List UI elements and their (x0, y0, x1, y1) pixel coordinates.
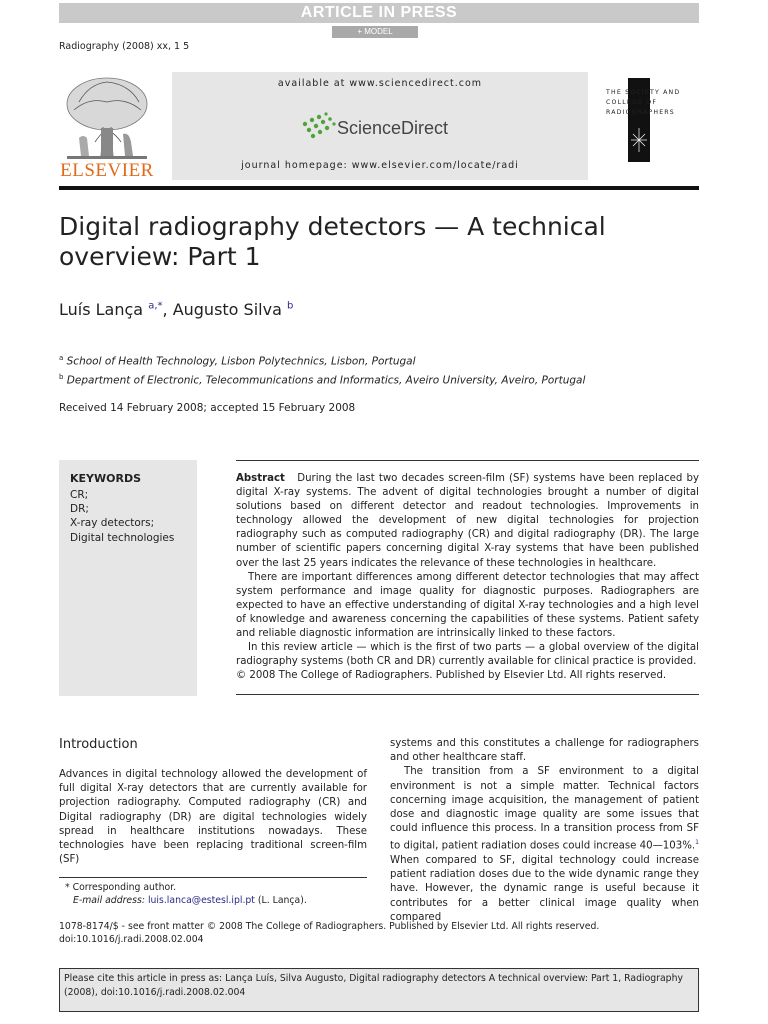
keyword-item: DR; (70, 503, 89, 516)
article-title-line-2: overview: Part 1 (59, 242, 261, 271)
keyword-item: Digital technologies (70, 531, 175, 544)
sciencedirect-banner (172, 72, 588, 180)
author-list (59, 300, 293, 319)
article-title-line-1: Digital radiography detectors — A technical (59, 212, 606, 241)
section-heading-introduction: Introduction (59, 737, 138, 752)
corresponding-author-note: * Corresponding author. (65, 882, 177, 893)
society-line-2: COLLEGE OF (606, 99, 658, 106)
received-dates: Received 14 February 2008; accepted 15 February 2008 (59, 402, 356, 414)
affiliation-a-text: School of Health Technology, Lisbon Polytechnics, Lisbon, Portugal (66, 355, 416, 368)
intro-col2-paragraph-3: When compared to SF, digital technology could increase patient radiation doses due to the wide dynamic range they have. However, the dynamic range is useful because it contributes for a better clinical image quality when compared (390, 855, 699, 923)
abstract-bottom-rule (236, 694, 699, 695)
affiliation-b-text: Department of Electronic, Telecommunications and Informatics, Aveiro University, Aveiro, Portugal (66, 374, 586, 386)
citation-text: Please cite this article in press as: Lança Luís, Silva Augusto, Digital radiography detectors A technical overview: Part 1, Radiography (2008), doi:10.1016/j.radi.2008.02.004 (64, 973, 683, 998)
article-in-press-banner: ARTICLE IN PRESS (59, 3, 699, 23)
abstract-paragraph-2: There are important differences among different detector technologies that may affect system performance and image quality for diagnostic purposes. Radiographers are expected to have an effective understanding of digital X-ray technologies and a high level of knowledge and awareness concerning the capabilities of these systems. Patient safety and reliable diagnostic information are intrinsically linked to these factors. (236, 571, 699, 640)
author-1-affiliation-mark[interactable]: a,* (148, 300, 163, 312)
journal-homepage-text[interactable]: journal homepage: www.elsevier.com/locate/radi (241, 160, 519, 171)
author-1: Luís Lança (59, 300, 144, 319)
reference-mark[interactable]: 1 (695, 839, 699, 847)
journal-reference: Radiography (2008) xx, 1 5 (59, 41, 190, 52)
affiliation-a (59, 351, 585, 370)
society-college-radiographers-logo (604, 78, 704, 162)
abstract-paragraph-1: During the last two decades screen-film (SF) systems have been replaced by digital X-ray systems. The advent of digital technologies brought a number of digital solutions based on different detector and readout technologies. Improvements in technology allowed the development of new digital technologies for projection radiography such as computed radiography (CR) and digital radiography (DR). The large number of scientific papers concerning digital X-ray systems that have been published over the last 25 years indicates the relevance of these technologies in healthcare. (236, 473, 699, 569)
article-title (59, 212, 699, 272)
sciencedirect-logo-text: ScienceDirect (337, 118, 449, 138)
keywords-title: KEYWORDS (70, 472, 142, 485)
footnote (59, 881, 307, 907)
model-badge: + MODEL (332, 26, 418, 38)
email-link[interactable]: luis.lanca@estesl.ipl.pt (147, 895, 255, 906)
citation-box (59, 968, 699, 1012)
keywords-list (70, 488, 174, 545)
author-2: Augusto Silva (172, 300, 282, 319)
author-2-affiliation-mark[interactable]: b (286, 300, 294, 312)
intro-col2-paragraph-2 (390, 765, 699, 925)
sciencedirect-logo (297, 110, 467, 144)
abstract (236, 472, 699, 683)
keyword-item: X-ray detectors; (70, 517, 155, 530)
email-label: E-mail address: (73, 895, 145, 906)
abstract-paragraph-3: In this review article — which is the first of two parts — a global overview of the digital radiography systems (both CR and DR) currently available for clinical practice is provided. (236, 642, 699, 668)
intro-col2-paragraph-2-text: The transition from a SF environment to a digital environment is not a simple matter. Technical factors concerning image acquisition, the management of patient dose and diagnostic image quality are some issues that could influence this process. In a transition process from SF to digital, patient radiation doses could increase 40—103%. (390, 766, 699, 852)
society-line-1: THE SOCIETY AND (606, 89, 681, 96)
abstract-label: Abstract (236, 473, 285, 484)
available-at-text[interactable]: available at www.sciencedirect.com (277, 78, 483, 89)
affiliation-a-mark: a (59, 354, 64, 362)
abstract-copyright: © 2008 The College of Radiographers. Published by Elsevier Ltd. All rights reserved. (236, 670, 667, 682)
affiliation-b-mark: b (59, 372, 64, 381)
intro-col2-paragraph-1: systems and this constitutes a challenge for radiographers and other healthcare staff. (390, 738, 699, 764)
legal-info (59, 920, 599, 946)
affiliations (59, 351, 585, 388)
intro-column-1: Advances in digital technology allowed the development of full digital X-ray detectors that are currently available for projection radiography. Computed radiography (CR) and Digital radiography (DR) are digital technologies widely spread in healthcare institutions nowadays. These technologies have been replacing traditional screen-film (SF) (59, 769, 367, 866)
affiliation-b (59, 370, 585, 389)
keyword-item: CR; (70, 489, 89, 501)
elsevier-wordmark: ELSEVIER (60, 160, 154, 181)
keywords-box (59, 460, 197, 696)
email-owner: (L. Lança). (257, 895, 307, 906)
doi-line[interactable]: doi:10.1016/j.radi.2008.02.004 (59, 934, 204, 945)
society-line-3: RADIOGRAPHERS (606, 109, 675, 116)
header-rule (59, 186, 699, 190)
intro-column-2 (390, 737, 699, 925)
author-separator: , (162, 300, 173, 319)
abstract-top-rule (236, 460, 699, 461)
front-matter-line: 1078-8174/$ - see front matter © 2008 The College of Radiographers. Published by Elsevier Ltd. All rights reserved. (59, 921, 600, 932)
footnote-rule (59, 877, 367, 878)
